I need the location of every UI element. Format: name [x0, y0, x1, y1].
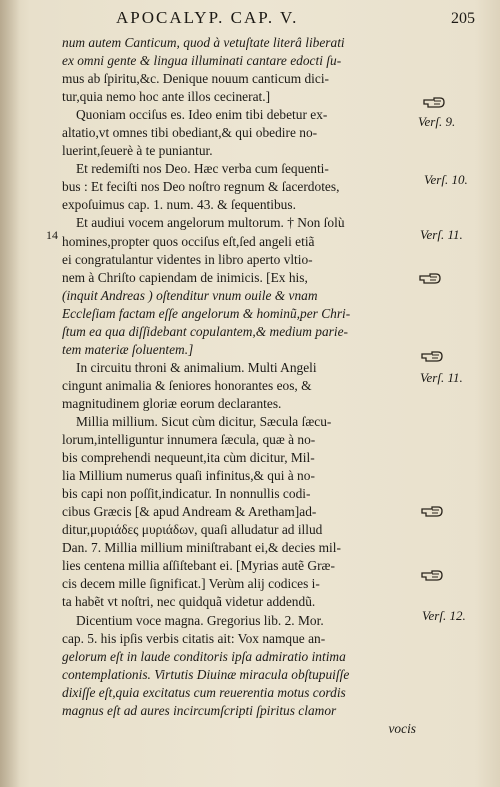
text-line: Millia millium. Sicut cùm dicitur, Sæcula ſæcu- — [76, 413, 332, 429]
text-line: lies centena millia aſſiſtebant ei. [Myrias autẽ Græ- — [62, 558, 335, 574]
text-line: Dan. 7. Millia millium miniſtrabant ei,& decies mil- — [62, 540, 341, 556]
text-line: luerint,ſeuerè à te puniantur. — [62, 143, 213, 159]
text-line: dixiſſe eſt,quia excitatus cum reuerentia motus cordis — [62, 684, 346, 700]
text-line: ei congratulantur videntes in libro aperto vltio- — [62, 251, 313, 267]
verse-ref-10: Verſ. 10. — [424, 172, 468, 187]
text-line: Quoniam occiſus es. Ideo enim tibi debetur ex- — [76, 107, 328, 123]
running-head: APOCALYP. CAP. V. — [116, 8, 299, 27]
text-line: gelorum eſt in laude conditoris ipſa admiratio intima — [62, 648, 346, 664]
text-line: lorum,intelliguntur innumera ſæcula, quæ à no- — [62, 432, 316, 448]
text-line: cap. 5. his ipſis verbis citatis ait: Vox namque an- — [62, 630, 326, 646]
text-line: cis decem mille ſignificat.] Verùm alij codices i- — [62, 576, 320, 592]
text-line: Eccleſiam factam eſſe angelorum & hominũ,per Chri- — [62, 305, 351, 321]
manicule-icon — [420, 505, 444, 518]
binding-shadow — [0, 0, 20, 787]
text-line: magnitudinem gloriæ eorum declarantes. — [62, 395, 282, 411]
verse-ref-11: Verſ. 11. — [420, 227, 463, 242]
text-line: cibus Græcis [& apud Andream & Aretham]ad- — [62, 504, 317, 520]
text-line: tur,quia nemo hoc ante illos cecinerat.] — [62, 89, 271, 105]
manicule-icon — [422, 96, 446, 109]
text-line: lia Millium numerus quaſi infinitus,& qui à no- — [62, 468, 315, 484]
text-line: bus : Et feciſti nos Deo noſtro regnum & ſacerdotes, — [62, 179, 340, 195]
text-line: ſtum ea qua diſſidebant copulantem,& medium parie- — [62, 323, 348, 339]
text-line: bis comprehendi nequeunt,ita cùm dicitur, Mil- — [62, 450, 315, 466]
text-line: homines,propter quos occiſus eſt,ſed angeli etiã — [62, 233, 315, 249]
text-line: Et redemiſti nos Deo. Hæc verba cum ſequenti- — [76, 161, 329, 177]
text-line: num autem Canticum, quod à vetuſtate literâ liberati — [62, 35, 345, 50]
text-line: ex omni gente & lingua illuminati cantare edocti ſu- — [62, 53, 342, 69]
verse-ref-12: Verſ. 12. — [422, 608, 466, 623]
marginal-marker: 14 — [46, 228, 58, 242]
verse-ref-11-second: Verſ. 11. — [420, 370, 463, 385]
catchword: vocis — [388, 720, 416, 736]
text-line: ditur,μυριάδες μυριάδων, quaſi alludatur ad illud — [62, 522, 323, 538]
text-line: nem à Chriſto capiendam de inimicis. [Ex his, — [62, 269, 308, 285]
page-number: 205 — [451, 10, 475, 27]
manicule-icon — [420, 350, 444, 363]
text-line: mus ab ſpiritu,&c. Denique nouum canticum dici- — [62, 71, 330, 87]
text-line: ta habẽt vt noſtri, nec quidquã videtur addendũ. — [62, 594, 316, 610]
text-line: tem materiæ ſoluentem.] — [62, 341, 194, 357]
text-line: contemplationis. Virtutis Diuinæ miracula obſtupuiſſe — [62, 666, 350, 682]
text-line: cingunt animalia & ſeniores honorantes eos, & — [62, 377, 312, 393]
verse-ref-9: Verſ. 9. — [418, 114, 456, 129]
text-line: bis capi non poſſit,indicatur. In nonnullis codi- — [62, 486, 311, 502]
manicule-icon — [418, 272, 442, 285]
text-line: expoſuimus cap. 1. num. 43. & ſequentibus. — [62, 197, 296, 213]
body-text — [62, 34, 416, 738]
text-line: altatio,vt omnes tibi obediant,& qui obedire no- — [62, 125, 318, 141]
text-line: (inquit Andreas ) oſtenditur vnum ouile & vnam — [62, 287, 318, 303]
manicule-icon — [420, 569, 444, 582]
text-line: magnus eſt ad aures incircumſcripti ſpiritus clamor — [62, 702, 337, 718]
text-line: In circuitu throni & animalium. Multi Angeli — [76, 359, 317, 375]
text-line: Et audiui vocem angelorum multorum. † Non ſolù — [76, 215, 345, 231]
text-line: Dicentium voce magna. Gregorius lib. 2. Mor. — [76, 612, 324, 628]
